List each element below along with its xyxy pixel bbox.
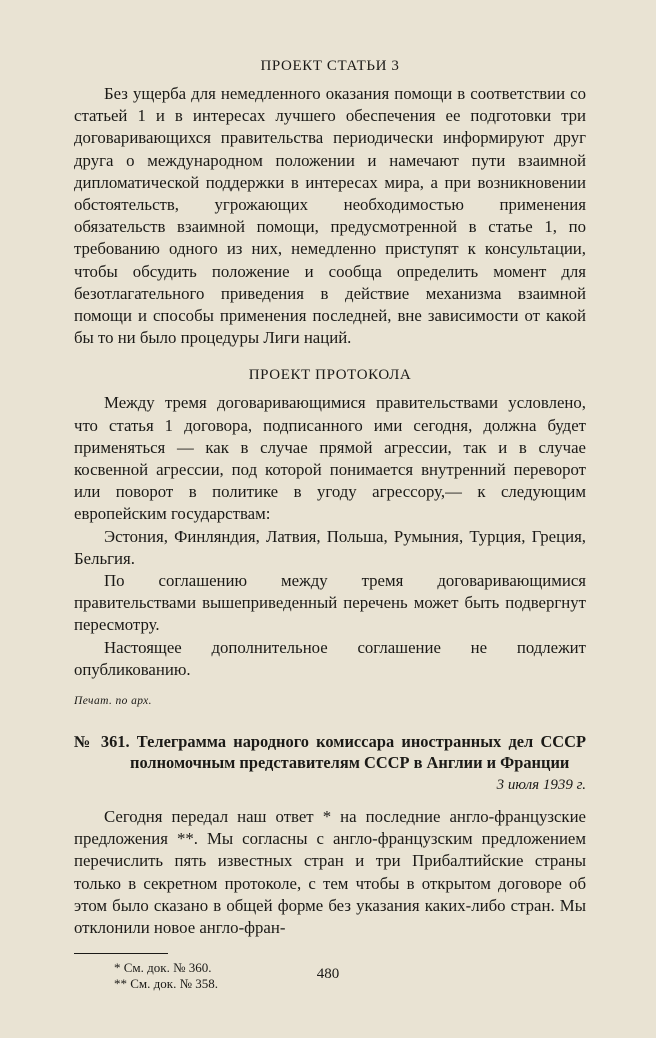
footnote-divider (74, 953, 168, 954)
article3-body: Без ущерба для немедленного оказания помощи в соответствии со статьей 1 и в интересах лучшего обеспечения ее подготовки три договаривающихся правительства периодически информируют друг друга о международном положении и намечают пути взаимной дипломатической поддержки в интересах мира, а при возникновении обстоятельств, угрожающих необходимостью применения обязательств взаимной помощи, предусмотренной в статье 1, по требованию одного из них, немедленно приступят к консультации, чтобы обсудить положение и сообща определить момент для безотлагательного приведения в действие механизма взаимной помощи и способы применения последней, вне зависимости от какой бы то ни было процедуры Лиги наций. (74, 84, 586, 348)
protocol-paragraph-1: Между тремя договаривающимися правительствами условлено, что статья 1 договора, подписанного ими сегодня, должна будет применяться — как в случае прямой агрессии, так и в случае косвенной агрессии, под которой понимается внутренний переворот или поворот в политике в угоду агрессору,— к следующим европейским государствам: (74, 393, 586, 524)
document-body: Сегодня передал наш ответ * на последние англо-французские предложения **. Мы согласны с англо-французским предложением перечислить пять известных стран и три Прибалтийские страны только в секретном протоколе, с тем чтобы в открытом договоре об этом было сказано в общей форме без указания каких-либо стран. Мы отклонили новое англо-фран- (74, 807, 586, 938)
footnote-1: * См. док. № 360. (114, 960, 212, 976)
document-title: № 361. Телеграмма народного комиссара иностранных дел СССР полномочным представителям СССР в Англии и Франции (74, 732, 586, 773)
archive-source-note: Печат. по арх. (74, 695, 152, 708)
protocol-heading: ПРОЕКТ ПРОТОКОЛА (248, 367, 412, 384)
footnote-2: ** См. док. № 358. (114, 976, 218, 992)
protocol-paragraph-2: Эстония, Финляндия, Латвия, Польша, Румыния, Турция, Греция, Бельгия. (74, 526, 586, 568)
article3-heading: ПРОЕКТ СТАТЬИ 3 (260, 58, 400, 74)
protocol-paragraph-3: По соглашению между тремя договаривающимися правительствами вышеприведенный перечень может быть подвергнут пересмотру. (74, 571, 586, 635)
document-date: 3 июля 1939 г. (496, 777, 586, 794)
protocol-paragraph-4: Настоящее дополнительное соглашение не подлежит опубликованию. (74, 637, 586, 679)
page-number: 480 (316, 966, 340, 982)
